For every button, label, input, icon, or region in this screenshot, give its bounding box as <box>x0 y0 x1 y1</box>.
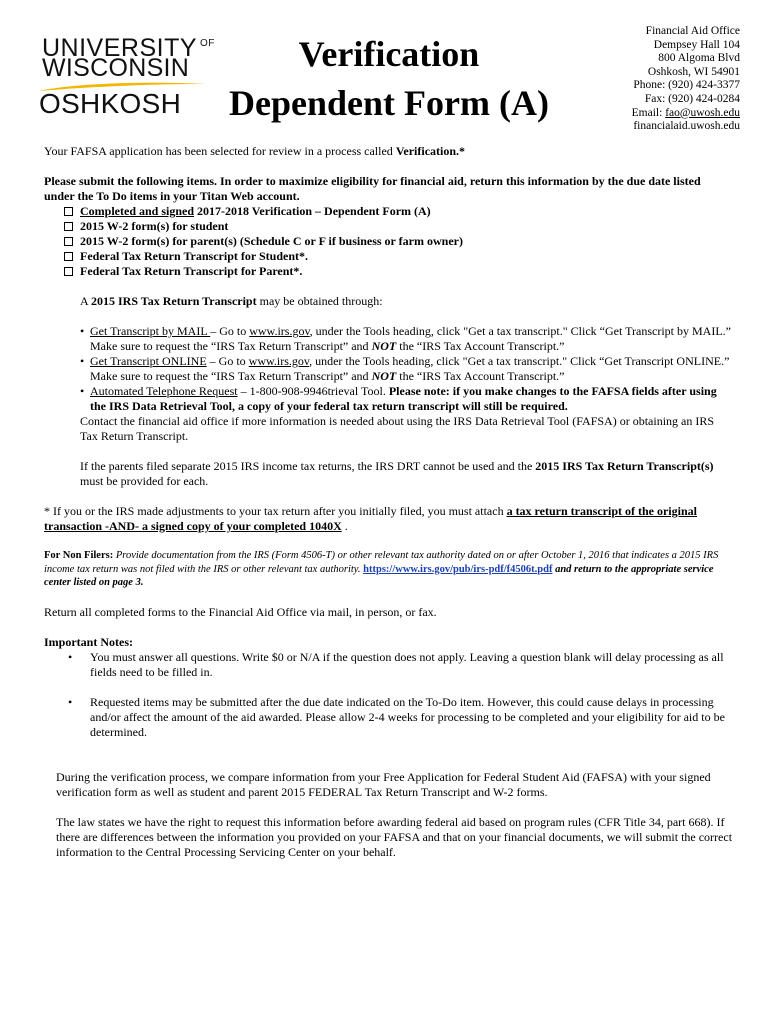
checkbox-icon <box>64 207 73 216</box>
irs-link[interactable]: www.irs.gov <box>248 354 310 368</box>
option-online: • Get Transcript ONLINE – Go to www.irs.gov, under the Tools heading, click "Get a tax transcript." Click “Get Transcript ONLINE.” Make sure to request the “IRS Tax Return Transcript” and NOT the “IRS Tax Account Transcript.” <box>80 354 730 383</box>
submit-paragraph: Please submit the following items. In order to maximize eligibility for financial aid, return this information by the due date listed under the To Do items in your Titan Web account. <box>44 174 701 203</box>
office-email-line: Email: fao@uwosh.edu <box>631 106 740 119</box>
option-phone: • Automated Telephone Request – 1-800-908-9946trieval Tool. Please note: if you make changes to the FAFSA fields after using the IRS Data Retrieval Tool, a copy of your federal tax return transcript will still be required. <box>80 384 717 413</box>
contact-paragraph: Contact the financial aid office if more information is needed about using the IRS Data Retrieval Tool (FAFSA) or obtaining an IRS Tax Return Transcript. <box>80 414 715 443</box>
separate-returns-paragraph: If the parents filed separate 2015 IRS income tax returns, the IRS DRT cannot be used and the 2015 IRS Tax Return Transcript(s) must be provided for each. <box>80 459 714 488</box>
note-item: • Requested items may be submitted after the due date indicated on the To-Do item. However, this could cause delays in processing and/or affect the amount of the aid awarded. Please allow 2-4 weeks for processing to be completed and your eligibility for aid to be determined. <box>68 694 725 739</box>
checkbox-icon <box>64 252 73 261</box>
office-city: Oshkosh, WI 54901 <box>647 65 740 78</box>
adjustments-note: * If you or the IRS made adjustments to your tax return after you initially filed, you must attach a tax return transcript of the original transaction -AND- a signed copy of your completed 1040X . <box>44 504 697 533</box>
office-phone: Phone: (920) 424-3377 <box>633 79 740 92</box>
office-name: Financial Aid Office <box>645 25 740 37</box>
office-fax: Fax: (920) 424-0284 <box>644 92 740 105</box>
office-building: Dempsey Hall 104 <box>653 38 740 51</box>
form-4506t-link[interactable]: https://www.irs.gov/pub/irs-pdf/f4506t.pdf <box>363 563 553 575</box>
logo-line-university: UNIVERSITY $^{OF}$ <box>42 34 215 62</box>
bullet-icon: • <box>68 694 73 709</box>
important-notes-heading: Important Notes: <box>44 634 133 649</box>
checklist-item: 2015 W-2 form(s) for student <box>64 219 734 234</box>
university-logo <box>36 34 215 124</box>
email-link[interactable]: fao@uwosh.edu <box>665 106 740 119</box>
checkbox-icon <box>64 267 73 276</box>
non-filers-note: For Non Filers: Provide documentation from the IRS (Form 4506-T) or other relevant tax authority dated on or after October 1, 2016 that indicates a 2015 IRS income tax return was not filed with the IRS or other relevant tax authority. https://www.irs.gov/pub/irs-pdf/f4506t.pdf and return to the appropriate service center listed on page 3. <box>44 550 719 588</box>
checklist-item: Completed and signed 2017-2018 Verification – Dependent Form (A) <box>64 204 734 219</box>
office-website: financialaid.uwosh.edu <box>633 120 740 133</box>
office-contact-block <box>632 25 740 134</box>
irs-link[interactable]: www.irs.gov <box>249 324 310 338</box>
note-item: • You must answer all questions. Write $0 or N/A if the question does not apply. Leaving a question blank will delay processing as all fields need to be filled in. <box>68 649 724 679</box>
checkbox-icon <box>64 222 73 231</box>
checklist-item: Federal Tax Return Transcript for Parent*. <box>64 264 734 279</box>
logo-line-wisconsin: WISCONSIN <box>42 54 190 82</box>
transcript-options-list <box>44 324 734 414</box>
logo-line-oshkosh: OSHKOSH <box>39 88 182 119</box>
transcript-intro: A 2015 IRS Tax Return Transcript may be obtained through: <box>80 294 383 308</box>
title-line-2: Dependent Form (A) <box>229 83 549 123</box>
required-items-checklist <box>64 204 734 279</box>
return-forms-paragraph: Return all completed forms to the Financial Aid Office via mail, in person, or fax. <box>44 604 437 619</box>
bullet-icon: • <box>80 324 85 338</box>
page-title <box>210 30 568 128</box>
title-line-1: Verification <box>298 34 480 74</box>
checklist-item: Federal Tax Return Transcript for Student*. <box>64 249 734 264</box>
law-paragraph: The law states we have the right to request this information before awarding federal aid based on program rules (CFR Title 34, part 668). If there are differences between the information you provided on your FAFSA and that on your financial documents, we will submit the correct information to the Central Processing Servicing Center on your behalf. <box>56 814 733 859</box>
logo-of: OF <box>200 38 215 49</box>
option-mail: • Get Transcript by MAIL – Go to www.irs.gov, under the Tools heading, click "Get a tax transcript." Click “Get Transcript by MAIL.” Make sure to request the “IRS Tax Return Transcript” and NOT the “IRS Tax Account Transcript.” <box>80 324 731 353</box>
checklist-item: 2015 W-2 form(s) for parent(s) (Schedule C or F if business or farm owner) <box>64 234 734 249</box>
verification-process-paragraph: During the verification process, we compare information from your Free Application for Federal Student Aid (FAFSA) with your signed verification form as well as student and parent 2015 FEDERAL Tax Return Transcript and W-2 forms. <box>56 769 711 799</box>
document-body <box>44 144 734 860</box>
bullet-icon: • <box>80 384 85 398</box>
intro-paragraph: Your FAFSA application has been selected for review in a process called Verification.* <box>44 144 466 158</box>
important-notes-list <box>44 650 734 740</box>
office-street: 800 Algoma Blvd <box>658 52 740 65</box>
checkbox-icon <box>64 237 73 246</box>
bullet-icon: • <box>68 649 73 664</box>
bullet-icon: • <box>80 354 85 368</box>
